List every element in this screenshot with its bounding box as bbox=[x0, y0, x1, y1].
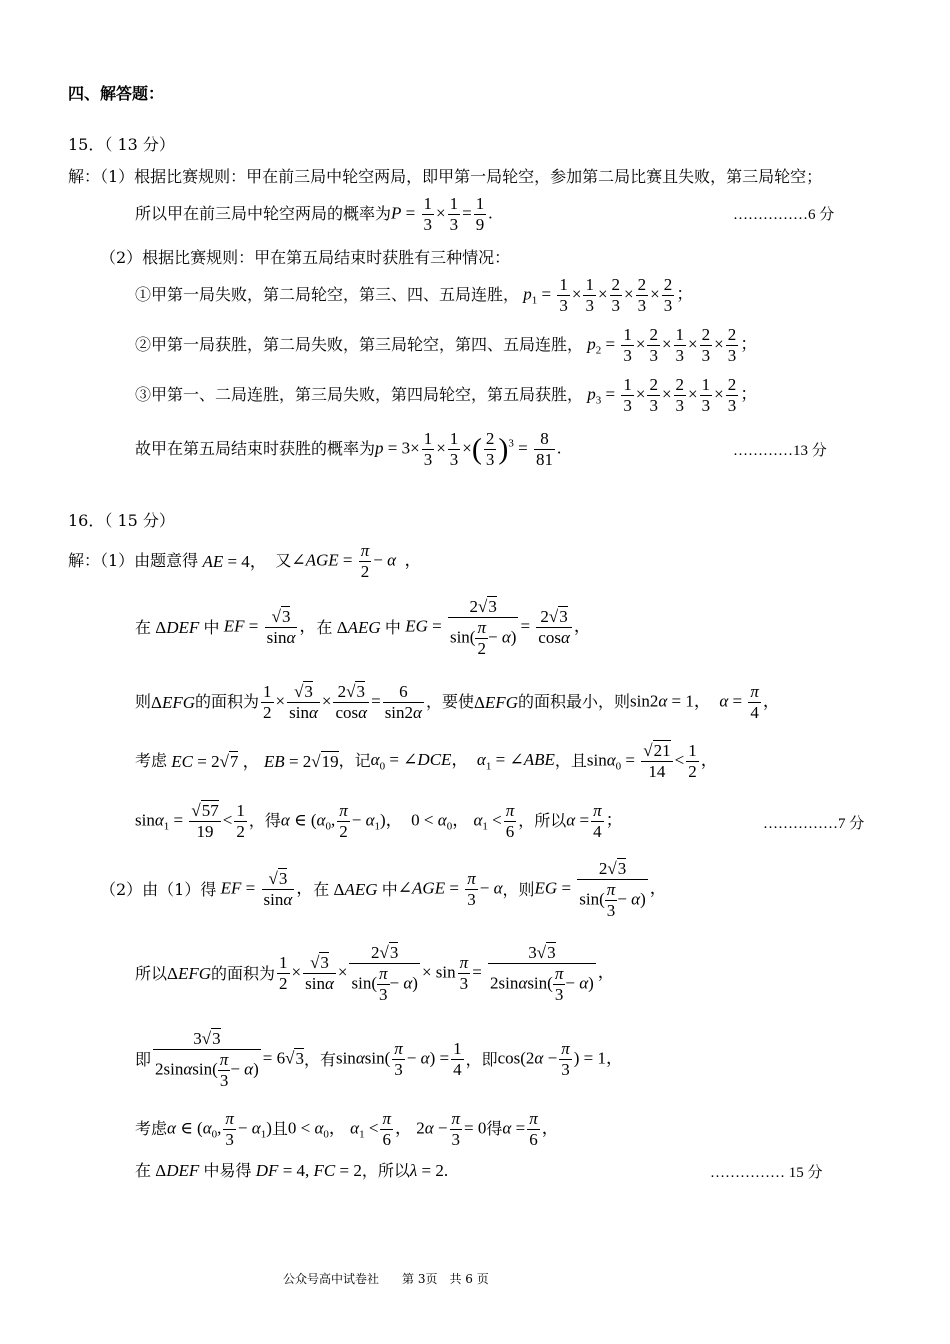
q16-l8-formula-c: cos(2α − $\frac{\pi}{3}$ ) = 1， bbox=[497, 1039, 623, 1080]
q15-conclusion-text: 故甲在第五局结束时获胜的概率为 bbox=[135, 439, 376, 459]
q16-l9-formula-b: $0 < \alpha_0$， $\alpha_1$ < $\frac{\pi}{6}$ ， 2α − $\frac{\pi}{3}$ = 0 bbox=[287, 1109, 487, 1149]
q16-line-2 bbox=[135, 598, 591, 658]
section-title: 四、解答题： bbox=[68, 84, 165, 103]
q15-case1-formula: $p_1$ = $\frac{1}{3}$ × $\frac{1}{3}$ × $\frac{2}{3}$ × $\frac{2}{3}$ × $\frac{2}{3}$ ； bbox=[523, 275, 694, 315]
q16-p2-formula-b: ΔAEG bbox=[329, 880, 378, 900]
q16-line-4 bbox=[135, 742, 718, 781]
q16-l2-formula-c: ΔAEG bbox=[332, 618, 381, 638]
q15-part2-text: （2）根据比赛规则：甲在第五局结束时获胜有三种情况： bbox=[100, 248, 511, 267]
q16-l2-zai: 在 bbox=[135, 617, 152, 637]
q16-p2-formula-a: EF = $\frac{√3}{\sin\alpha}$ ， bbox=[220, 869, 314, 910]
q16-l1-prefix: 解：（1）由题意得 bbox=[68, 551, 199, 571]
q15-header: 15．（ 13 分） bbox=[68, 135, 175, 154]
q16-l10-zai: 在 bbox=[135, 1160, 152, 1180]
q16-l7-area: 的面积为 bbox=[211, 963, 276, 983]
q16-part2-line-1 bbox=[100, 860, 667, 920]
q16-l2-zhong: 中 bbox=[203, 617, 220, 637]
q16-l1-formula-b: ∠AGE = $\frac{\pi}{2}$ − α ， bbox=[291, 541, 422, 581]
q16-l9-formula-c: α = $\frac{\pi}{6}$ ， bbox=[502, 1109, 559, 1149]
q16-l2-zai-2: 在 bbox=[316, 617, 333, 637]
q15-case-1 bbox=[135, 276, 693, 315]
q16-part2-line-2 bbox=[135, 944, 615, 1004]
q15-prob-label: 所以甲在前三局中轮空两局的概率为 bbox=[135, 204, 392, 224]
q16-l1-mid: 又 bbox=[275, 551, 292, 571]
q16-l10-formula-b: DF = 4, FC = 2 bbox=[255, 1161, 362, 1180]
q16-line-1 bbox=[68, 542, 422, 581]
q16-l4-prefix: 考虑 bbox=[135, 751, 168, 771]
q15-conclusion-formula: p = 3× $\frac{1}{3}$ × $\frac{1}{3}$ ×( $\frac{2}{3}$ )$^3$ = $\frac{8}{81}$ . bbox=[375, 429, 562, 469]
q16-l8-you: ，有 bbox=[303, 1049, 336, 1069]
q15-case2-formula: $p_2$ = $\frac{1}{3}$ × $\frac{2}{3}$ × $\frac{1}{3}$ × $\frac{2}{3}$ × $\frac{2}{3}$ ； bbox=[587, 325, 758, 365]
q16-part2-line-3 bbox=[135, 1030, 623, 1090]
q16-l3-formula-a: ΔEFG bbox=[151, 692, 195, 712]
q16-line-3 bbox=[135, 683, 780, 722]
q16-l10-formula-c: λ = 2. bbox=[409, 1161, 449, 1180]
q16-l3-min: 的面积最小，则 bbox=[517, 692, 630, 712]
q16-l2-zhong-2: 中 bbox=[384, 617, 401, 637]
q16-l10-mid: 中易得 bbox=[203, 1160, 252, 1180]
q15-case1-text: ①甲第一局失败，第二局轮空，第三、四、五局连胜， bbox=[135, 285, 520, 305]
q16-l8-ji2: ，即 bbox=[465, 1049, 498, 1069]
q15-case2-text: ②甲第一局获胜，第二局失败，第三局轮空，第四、五局连胜， bbox=[135, 335, 584, 355]
q15-case3-formula: $p_3$ = $\frac{1}{3}$ × $\frac{2}{3}$ × $\frac{2}{3}$ × $\frac{1}{3}$ × $\frac{2}{3}$ ； bbox=[587, 375, 758, 415]
q16-score-7: ……………7 分 bbox=[763, 816, 865, 832]
q15-score-13: …………13 分 bbox=[733, 443, 827, 459]
q16-line-5 bbox=[135, 802, 623, 841]
q16-score-15: …………… 15 分 bbox=[710, 1165, 823, 1181]
q16-part2-line-5 bbox=[135, 1162, 448, 1179]
q16-p2-prefix: （2）由（1）得 bbox=[100, 879, 217, 899]
q16-p2-zhong: 中 bbox=[381, 879, 398, 899]
q16-l2-formula-d: EG = 2√3 sin( $\frac{\pi}{2}$ − α) = $\frac{2√3}{\cos\alpha}$ ， bbox=[405, 597, 591, 658]
q16-l8-formula-b: sinαsin( $\frac{\pi}{3}$ − α) = $\frac{1}{4}$ bbox=[335, 1039, 462, 1080]
q16-l9-formula-a: α ∈ ($\alpha_0$, $\frac{\pi}{3}$ − $\alpha_1$) bbox=[167, 1109, 272, 1149]
q16-l3-formula-d: sin2α = 1， α = $\frac{\pi}{4}$ ， bbox=[629, 682, 780, 722]
q16-p2-zai: 在 bbox=[313, 879, 330, 899]
q16-l4-formula-b: $\alpha_0$ = ∠DCE， $\alpha_1$ = ∠ABE bbox=[370, 749, 555, 773]
q16-l3-formula-b: $\frac{1}{2}$ × $\frac{√3}{\sin\alpha}$ × $\frac{2√3}{\cos\alpha}$ = $\frac{6}{\sin 2\alpha}$ bbox=[263, 682, 422, 722]
footer-page-number: 第 3页 共 6 页 bbox=[402, 1272, 489, 1286]
q15-case3-text: ③甲第一、二局连胜，第三局失败，第四局轮空，第五局获胜， bbox=[135, 385, 584, 405]
q16-l3-area: 的面积为 bbox=[195, 692, 260, 712]
q16-l5-de: ，得 bbox=[248, 811, 281, 831]
q16-p2-formula-d: EG = 2√3 sin( $\frac{\pi}{3}$ − α) ， bbox=[534, 859, 667, 920]
q15-case-2 bbox=[135, 326, 757, 365]
q16-l8-formula-a: 3√3 2sinαsin( $\frac{\pi}{3}$ − α) = 6√3 bbox=[155, 1029, 304, 1090]
q16-l3-want: ，要使 bbox=[425, 692, 474, 712]
q16-l4-ji: ，记 bbox=[338, 751, 371, 771]
q15-case-3 bbox=[135, 376, 757, 415]
q16-l7-formula-b: $\frac{1}{2}$ × $\frac{√3}{\sin\alpha}$ × 2√3 sin( $\frac{\pi}{3}$ − α) × sin $\frac{\pi}{3}$ = 3√3 2sinαsin( $\frac{\pi}{3}$ − α) ， bbox=[279, 943, 615, 1004]
q15-part1-probability bbox=[135, 195, 492, 234]
q16-p2-ze: ，则 bbox=[502, 879, 535, 899]
q16-l4-qie: ，且 bbox=[554, 751, 587, 771]
q16-l5-suoyi: ，所以 bbox=[518, 811, 567, 831]
q15-score-6: ……………6 分 bbox=[733, 207, 835, 223]
q15-conclusion bbox=[135, 430, 561, 469]
q16-l2-formula-a: ΔDEF bbox=[151, 618, 200, 638]
q16-l5-formula-b: α ∈ ($\alpha_0$, $\frac{\pi}{2}$ − $\alpha_1$)， $0 < \alpha_0$， $\alpha_1$ < $\frac{\pi}{6}$ bbox=[280, 801, 515, 841]
q16-l10-formula-a: ΔDEF bbox=[151, 1161, 200, 1180]
q16-l9-qie: 且 bbox=[271, 1119, 288, 1139]
q16-l4-formula-a: EC = 2√7 ， EB = 2√19 bbox=[171, 751, 339, 771]
q16-header: 16．（ 15 分） bbox=[68, 511, 175, 530]
q16-l7-prefix: 所以 bbox=[135, 963, 168, 983]
q15-prob-formula: P = $\frac{1}{3}$ × $\frac{1}{3}$ = $\frac{1}{9}$ . bbox=[391, 194, 493, 234]
q16-l7-formula-a: ΔEFG bbox=[167, 964, 211, 984]
q16-l1-formula-a: AE = 4， bbox=[202, 551, 276, 571]
q16-l4-formula-c: sinα$_0$ = $\frac{√21}{14}$ < $\frac{1}{2}$ ， bbox=[586, 741, 718, 781]
q16-l9-de: 得 bbox=[486, 1119, 503, 1139]
q16-l5-formula-a: sinα$_1$ = $\frac{√57}{19}$ < $\frac{1}{2}$ bbox=[135, 801, 245, 841]
q16-l9-prefix: 考虑 bbox=[135, 1119, 168, 1139]
q15-part1-text: 解：（1）根据比赛规则：甲在前三局中轮空两局，即甲第一局轮空，参加第二局比赛且失败，第三局轮空； bbox=[68, 167, 823, 186]
q16-l3-prefix: 则 bbox=[135, 692, 152, 712]
footer-source: 公众号高中试卷社 bbox=[283, 1272, 380, 1286]
q16-p2-formula-c: ∠AGE = $\frac{\pi}{3}$ − α bbox=[397, 869, 503, 910]
q16-l5-formula-c: α = $\frac{\pi}{4}$ ； bbox=[566, 801, 623, 841]
q16-part2-line-4 bbox=[135, 1110, 559, 1149]
q16-l2-formula-b: EF = $\frac{√3}{\sin\alpha}$ ， bbox=[223, 607, 317, 648]
q16-l10-suoyi: ，所以 bbox=[361, 1160, 410, 1180]
q16-l3-formula-c: ΔEFG bbox=[473, 692, 518, 712]
q16-l8-ji: 即 bbox=[135, 1049, 152, 1069]
